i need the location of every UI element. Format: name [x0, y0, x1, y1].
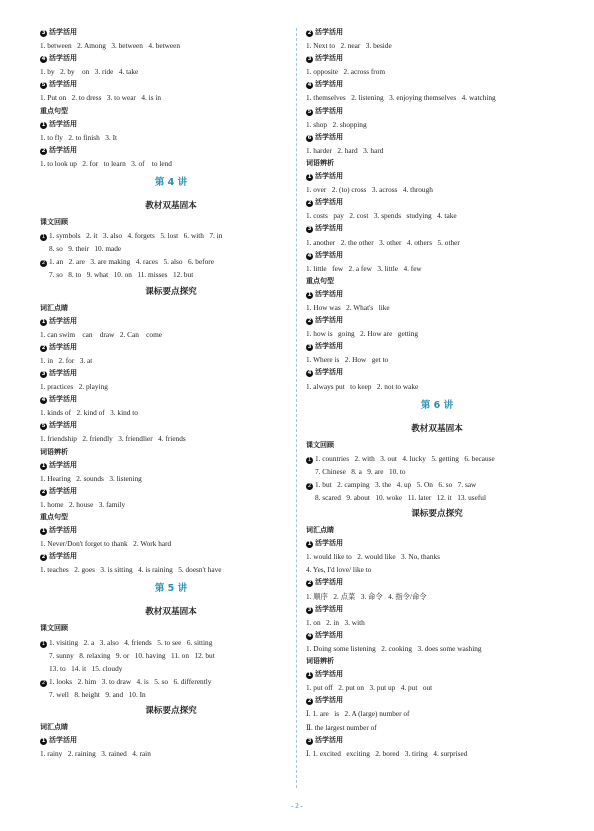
practice-heading — [40, 26, 302, 39]
number-badge: 3 — [41, 30, 46, 36]
subsection-label: 重点句型 — [40, 106, 68, 115]
practice-heading — [306, 52, 568, 65]
practice-heading — [40, 367, 302, 380]
answer-line: 1. Next to 2. near 3. beside — [306, 41, 392, 51]
practice-heading — [306, 222, 568, 235]
practice-heading — [40, 341, 302, 354]
answer-line: 1. to look up 2. for to learn 3. of to lend — [40, 158, 172, 168]
answer-line: 1. rainy 2. raining 3. rained 4. rain — [40, 749, 151, 759]
answer-line: Ⅱ. the largest number of — [306, 722, 377, 732]
section-title: 教材双基固本 — [411, 423, 463, 434]
subsection-label: 重点句型 — [40, 513, 68, 521]
number-badge: 3 — [307, 606, 312, 613]
practice-heading — [40, 315, 302, 328]
number-badge: 4 — [307, 632, 312, 639]
subsection-label: 课文回顾 — [40, 624, 68, 633]
number-badge: 1 — [41, 318, 46, 325]
section-title: 课标要点探究 — [411, 509, 463, 520]
answer-line: 1. Doing some listening 2. cooking 3. does some washing — [306, 643, 482, 653]
practice-heading — [40, 52, 302, 65]
number-badge: 2 — [307, 482, 312, 489]
practice-label: 活学活用 — [315, 670, 343, 679]
answer-line — [306, 452, 568, 465]
practice-label: 活学活用 — [49, 28, 77, 36]
number-badge: 5 — [41, 423, 46, 430]
answer-line: 1. little few 2. a few 3. little 4. few — [306, 263, 422, 273]
number-badge: 3 — [307, 737, 312, 744]
answer-line: 1. always put to keep 2. not to wake — [306, 381, 419, 391]
practice-heading — [306, 340, 568, 353]
answer-line: 1. 顺序 2. 点菜 3. 命令 4. 指令/命令 — [306, 591, 427, 601]
number-badge: 3 — [307, 344, 312, 351]
practice-heading — [306, 105, 568, 118]
answer-line: 1. shop 2. shopping — [306, 119, 367, 129]
subsection-label: 词语辨析 — [306, 158, 334, 167]
section-title: 教材双基固本 — [145, 607, 197, 618]
subsection-label: 重点句型 — [306, 276, 334, 285]
number-badge: 1 — [41, 640, 46, 647]
answer-line: 1. between 2. Among 3. between 4. between — [40, 41, 181, 51]
number-badge: 3 — [307, 226, 312, 233]
practice-heading — [306, 668, 568, 681]
answer-text: 1. looks 2. him 3. to draw 4. is 5. so 6. differently — [49, 676, 212, 686]
practice-label: 活学活用 — [315, 316, 343, 325]
practice-label: 活学活用 — [49, 54, 77, 63]
practice-label: 活学活用 — [315, 735, 343, 744]
left-column — [40, 26, 302, 760]
number-badge: 1 — [307, 456, 312, 463]
subsection-label: 词汇点睛 — [40, 303, 68, 312]
practice-heading — [40, 459, 302, 472]
number-badge: 3 — [41, 370, 46, 377]
practice-heading — [306, 314, 568, 327]
practice-heading — [306, 78, 568, 91]
column-divider — [296, 28, 297, 788]
answer-line: 1. teaches 2. goes 3. is sitting 4. is raining 5. doesn't have — [40, 565, 222, 575]
answer-text: 1. an 2. are 3. are making 4. races 5. also 6. before — [49, 257, 214, 267]
number-badge: 3 — [307, 56, 312, 63]
practice-label: 活学活用 — [49, 368, 77, 377]
number-badge: 1 — [41, 528, 46, 535]
answer-line: 1. Never/Don't forget to thank 2. Work hard — [40, 539, 172, 549]
number-badge: 6 — [307, 134, 312, 141]
number-badge: 1 — [41, 121, 46, 128]
practice-heading — [40, 550, 302, 563]
answer-text: 1. visiting 2. a 3. also 4. friends 5. to see 6. sitting — [49, 637, 213, 647]
answer-line: Ⅰ. 1. are is 2. A (large) number of — [306, 709, 410, 719]
answer-line: 1. would like to 2. would like 3. No, thanks — [306, 552, 440, 562]
practice-label: 活学活用 — [315, 172, 343, 181]
number-badge: 1 — [307, 291, 312, 298]
practice-label: 活学活用 — [315, 224, 343, 233]
practice-label: 活学活用 — [315, 578, 343, 587]
answer-line: Ⅰ. 1. excited exciting 2. bored 3. tiring 4. surprised — [306, 748, 468, 758]
practice-label: 活学活用 — [315, 696, 343, 705]
practice-heading — [306, 629, 568, 642]
practice-label: 活学活用 — [49, 552, 77, 561]
number-badge: 2 — [41, 554, 46, 561]
right-column — [306, 26, 568, 760]
answer-line: 1. another 2. the other 3. other 4. others 5. other — [306, 237, 460, 247]
subsection-label: 词语辨析 — [40, 447, 68, 456]
section-title: 课标要点探究 — [145, 706, 197, 717]
practice-label: 活学活用 — [315, 289, 343, 298]
practice-heading — [306, 734, 568, 747]
practice-label: 活学活用 — [315, 106, 343, 115]
number-badge: 2 — [41, 679, 46, 686]
number-badge: 2 — [307, 580, 312, 587]
answer-line: 1. costs pay 2. cost 3. spends studying 4. take — [306, 211, 457, 221]
answer-text: 1. but 2. camping 3. the 4. up 5. On 6. so 7. saw — [315, 479, 477, 489]
answer-line — [40, 675, 302, 688]
subsection-label: 词汇点睛 — [306, 526, 334, 535]
number-badge: 4 — [307, 370, 312, 377]
practice-heading — [40, 144, 302, 157]
practice-label: 活学活用 — [315, 630, 343, 639]
practice-label: 活学活用 — [49, 316, 77, 325]
practice-heading — [40, 734, 302, 747]
practice-label: 活学活用 — [315, 28, 343, 36]
answer-line — [40, 636, 302, 649]
number-badge: 2 — [41, 344, 46, 351]
answer-line-continued: 7. Chinese 8. a 9. are 10. to — [315, 466, 406, 476]
answer-line — [306, 478, 568, 491]
subsection-label: 课文回顾 — [306, 440, 334, 449]
answer-line: 1. in 2. for 3. at — [40, 355, 93, 365]
lecture-heading: 第 5 讲 — [154, 583, 188, 595]
answer-line: 1. how is going 2. How are getting — [306, 329, 419, 339]
practice-label: 活学活用 — [315, 250, 343, 259]
practice-label: 活学活用 — [49, 342, 77, 351]
answer-line — [40, 229, 302, 242]
practice-heading — [40, 485, 302, 498]
answer-line: 1. by 2. by on 3. ride 4. take — [40, 67, 139, 77]
subsection-label: 词汇点睛 — [40, 723, 68, 732]
answer-text: 1. countries 2. with 3. out 4. lucky 5. getting 6. because — [315, 453, 495, 463]
practice-label: 活学活用 — [49, 460, 77, 469]
answer-line: 1. friendship 2. friendly 3. friendlier 4. friends — [40, 434, 186, 444]
number-badge: 4 — [307, 252, 312, 259]
practice-heading — [306, 196, 568, 209]
lecture-heading: 第 6 讲 — [420, 399, 454, 411]
answer-line-continued: 7. so 8. to 9. what 10. on 11. misses 12. but — [49, 270, 194, 280]
answer-line: 1. How was 2. What's like — [306, 302, 390, 312]
number-badge: 2 — [41, 260, 46, 267]
answer-line: 1. on 2. in 3. with — [306, 617, 365, 627]
practice-heading — [306, 249, 568, 262]
number-badge: 1 — [41, 234, 46, 241]
practice-heading — [306, 537, 568, 550]
answer-line: 1. home 2. house 3. family — [40, 499, 126, 509]
answer-line: 1. put off 2. put on 3. put up 4. put out — [306, 683, 433, 693]
answer-line-continued: 7. well 8. height 9. and 10. In — [49, 689, 146, 699]
number-badge: 1 — [41, 462, 46, 469]
answer-line: 1. Hearing 2. sounds 3. listening — [40, 473, 142, 483]
practice-heading — [306, 576, 568, 589]
subsection-label: 词语辨析 — [306, 657, 334, 666]
number-badge: 1 — [41, 738, 46, 745]
number-badge: 2 — [307, 30, 312, 36]
answer-line: 1. opposite 2. across from — [306, 67, 386, 77]
practice-heading — [40, 419, 302, 432]
answer-line-continued: 13. to 14. it 15. cloudy — [49, 663, 123, 673]
page-number: - 2 - — [291, 802, 303, 810]
practice-heading — [306, 170, 568, 183]
number-badge: 2 — [307, 698, 312, 705]
number-badge: 2 — [41, 147, 46, 154]
answer-line: 1. to fly 2. to finish 3. It — [40, 132, 118, 142]
practice-heading — [40, 524, 302, 537]
answer-line-continued: 8. scared 9. about 10. woke 11. later 12. it 13. useful — [315, 493, 486, 502]
answer-line: 1. can swim can draw 2. Can come — [40, 329, 162, 339]
number-badge: 2 — [307, 200, 312, 207]
practice-heading — [306, 26, 568, 39]
subsection-label: 课文回顾 — [40, 218, 68, 227]
number-badge: 1 — [307, 672, 312, 679]
practice-heading — [40, 78, 302, 91]
number-badge: 1 — [307, 174, 312, 181]
practice-heading — [306, 694, 568, 707]
practice-heading — [40, 118, 302, 131]
practice-label: 活学活用 — [315, 54, 343, 63]
practice-heading — [306, 288, 568, 301]
practice-heading — [306, 603, 568, 616]
number-badge: 4 — [41, 397, 46, 404]
practice-label: 活学活用 — [315, 132, 343, 141]
number-badge: 2 — [41, 488, 46, 495]
practice-label: 活学活用 — [315, 368, 343, 377]
number-badge: 4 — [307, 82, 312, 89]
practice-heading — [306, 366, 568, 379]
practice-heading — [306, 131, 568, 144]
number-badge: 5 — [307, 108, 312, 115]
practice-label: 活学活用 — [49, 119, 77, 128]
answer-text: 1. symbols 2. it 3. also 4. forgets 5. lost 6. with 7. in — [49, 231, 223, 241]
practice-label: 活学活用 — [315, 604, 343, 613]
number-badge: 2 — [307, 318, 312, 325]
practice-heading — [40, 393, 302, 406]
practice-label: 活学活用 — [49, 486, 77, 495]
number-badge: 1 — [307, 541, 312, 548]
answer-line: 4. Yes, I'd love/ like to — [306, 565, 372, 575]
answer-line: 1. Put on 2. to dress 3. to wear 4. is in — [40, 93, 162, 103]
section-title: 教材双基固本 — [145, 201, 197, 212]
section-title: 课标要点探究 — [145, 286, 197, 297]
practice-label: 活学活用 — [49, 526, 77, 535]
practice-label: 活学活用 — [49, 395, 77, 404]
practice-label: 活学活用 — [49, 736, 77, 745]
practice-label: 活学活用 — [49, 145, 77, 154]
answer-line-continued: 8. so 9. their 10. made — [49, 244, 122, 254]
answer-line: 1. practices 2. playing — [40, 382, 108, 392]
answer-line: 1. kinds of 2. kind of 3. kind to — [40, 408, 138, 418]
practice-label: 活学活用 — [315, 198, 343, 207]
practice-label: 活学活用 — [315, 342, 343, 351]
answer-line-continued: 7. sunny 8. relaxing 9. or 10. having 11. on 12. but — [49, 650, 215, 660]
number-badge: 4 — [41, 56, 46, 63]
practice-label: 活学活用 — [315, 80, 343, 89]
practice-label: 活学活用 — [315, 539, 343, 548]
number-badge: 5 — [41, 82, 46, 89]
answer-line: 1. harder 2. hard 3. hard — [306, 145, 384, 155]
practice-label: 活学活用 — [49, 421, 77, 430]
answer-line: 1. over 2. (to) cross 3. across 4. through — [306, 185, 433, 195]
lecture-heading: 第 4 讲 — [154, 177, 188, 189]
answer-line: 1. Where is 2. How get to — [306, 355, 389, 365]
practice-label: 活学活用 — [49, 80, 77, 89]
answer-line — [40, 255, 302, 268]
answer-line: 1. themselves 2. listening 3. enjoying themselves 4. watching — [306, 93, 496, 103]
